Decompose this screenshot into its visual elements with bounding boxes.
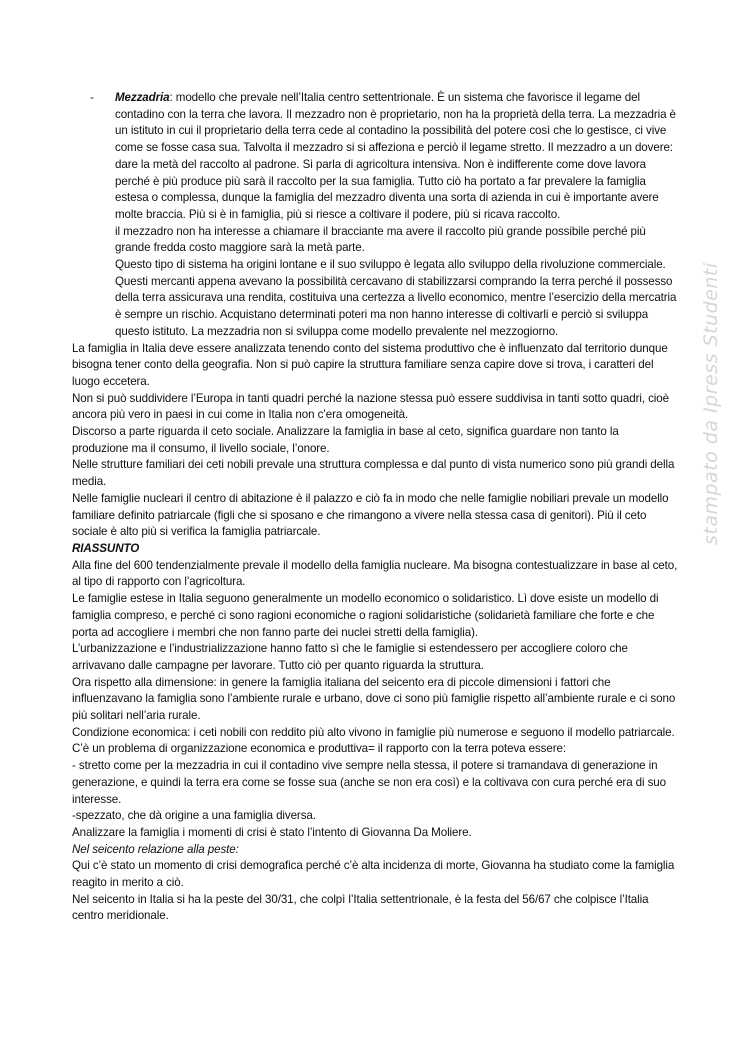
paragraph: Nelle strutture familiari dei ceti nobili prevale una struttura complessa e dal punto di vista numerico sono più grandi della media. <box>72 458 675 489</box>
section-heading: RIASSUNTO <box>72 541 140 555</box>
paragraph: Alla fine del 600 tendenzialmente prevale il modello della famiglia nucleare. Ma bisogna contestualizzare in base al ceto, al tipo di rapporto con l’agricoltura. <box>72 558 678 589</box>
paragraph: Ora rispetto alla dimensione: in genere la famiglia italiana del seicento era di piccole dimensioni i fattori che influenzavano la famiglia sono l’ambiente rurale e urbano, dove ci sono più famiglie rispetto all’ambiente rurale e ci sono più solitari nell’aria rurale. <box>72 675 676 723</box>
term-mezzadria: Mezzadria <box>115 91 170 104</box>
paragraph: Analizzare la famiglia i momenti di crisi è stato l’intento di Giovanna Da Moliere. <box>72 825 472 839</box>
paragraph: Le famiglie estese in Italia seguono generalmente un modello economico o solidaristico. Lì dove esiste un modello di famiglia compreso, e perché ci sono ragioni economiche o ragioni solidaristiche (solidarietà familiare che forte e che porta ad accogliere i membri che non fanno parte dei nuclei stretti della famiglia). <box>72 592 659 639</box>
watermark-text: stampato da Ipress Studenti <box>700 262 722 545</box>
bullet-item-mezzadria <box>72 90 678 341</box>
paragraph: -spezzato, che dà origine a una famiglia diversa. <box>72 809 316 823</box>
paragraph: Nel seicento in Italia si ha la peste del 30/31, che colpì l’Italia settentrionale, è la festa del 56/67 che colpisce l’Italia centro meridionale. <box>72 892 649 923</box>
paragraph: La famiglia in Italia deve essere analizzata tenendo conto del sistema produttivo che è influenzato dal territorio dunque bisogna tener conto della geografia. Non si può capire la struttura familiare senza capire dove si trova, i caratteri del luogo eccetera. <box>72 341 668 388</box>
paragraph: C’è un problema di organizzazione economica e produttiva= il rapporto con la terra poteva essere: <box>72 742 566 756</box>
document-body <box>72 90 678 925</box>
paragraph: Nelle famiglie nucleari il centro di abitazione è il palazzo e ciò fa in modo che nelle famiglie nobiliari prevale un modello familiare definito patriarcale (figli che si sposano e che rimangono a vivere nella stessa casa di genitori). Più il ceto sociale è alto più si verifica la famiglia patriarcale. <box>72 491 669 539</box>
paragraph: Qui c’è stato un momento di crisi demografica perché c’è alta incidenza di morte, Giovanna ha studiato come la famiglia reagito in merito a ciò. <box>72 859 675 890</box>
paragraph: L’urbanizzazione e l’industrializzazione hanno fatto sì che le famiglie si estendessero per accogliere coloro che arrivavano dalle campagne per lavorare. Tutto ciò per quanto riguarda la struttura. <box>72 642 628 672</box>
italic-subheading: Nel seicento relazione alla peste: <box>72 842 239 856</box>
bullet-paragraph-3: Questo tipo di sistema ha origini lontane e il suo sviluppo è legata allo sviluppo della rivoluzione commerciale. Questi mercanti appena avevano la possibilità cercavano di stabilizzarsi comprando la terra perché il possesso della terra assicurava una rendita, costituiva una certezza a livello economico, mentre l’esercizio della mercatria è sempre un rischio. Acquistano determinati poteri ma non hanno interesse di coltivarli e perciò si sviluppa questo istituto. La mezzadria non si sviluppa come modello prevalente nel mezzogiorno. <box>115 258 677 338</box>
bullet-marker: - <box>90 91 94 104</box>
paragraph: Discorso a parte riguarda il ceto sociale. Analizzare la famiglia in base al ceto, significa guardare non tanto la produzione ma il consumo, il livello sociale, l’onore. <box>72 425 619 455</box>
bullet-lead-text: : modello che prevale nell’Italia centro settentrionale. È un sistema che favorisce il legame del contadino con la terra che lavora. Il mezzadro non è proprietario, non ha la proprietà della terra. La mezzadria è un istituto in cui il proprietario della terra cede al contadino la possibilità del potere così che lo gestisce, ci vive come se fosse casa sua. Talvolta il mezzadro si si affeziona e perciò il legame stretto. Il mezzadro a un dovere: dare la metà del raccolto al padrone. Si parla di agricoltura intensiva. Non è indifferente come dove lavora perché è più produce più sarà il raccolto per la sua famiglia. Tutto ciò ha portato a far prevalere la famiglia estesa o complessa, dunque la famiglia del mezzadro diventa una sorta di azienda in cui è importante avere molte braccia. Più si è in famiglia, più si riesce a coltivare il podere, più si ricava raccolto. <box>115 91 676 221</box>
bullet-paragraph-2: il mezzadro non ha interesse a chiamare il bracciante ma avere il raccolto più grande possibile perché più grande fredda costo maggiore sarà la metà parte. <box>115 224 646 255</box>
paragraph: - stretto come per la mezzadria in cui il contadino vive sempre nella stessa, il potere si tramandava di generazione in generazione, e quindi la terra era come se fosse sua (anche se non era così) e la coltivava con cura perché era di suo interesse. <box>72 759 666 806</box>
bullet-paragraph-1 <box>115 90 678 224</box>
paragraph: Non si può suddividere l’Europa in tanti quadri perché la nazione stessa può essere suddivisa in tanti sotto quadri, cioè ancora più vero in paesi in cui come in Italia non c’era omogeneità. <box>72 391 669 422</box>
paragraph: Condizione economica: i ceti nobili con reddito più alto vivono in famiglie più numerose e seguono il modello patriarcale. <box>72 725 675 739</box>
